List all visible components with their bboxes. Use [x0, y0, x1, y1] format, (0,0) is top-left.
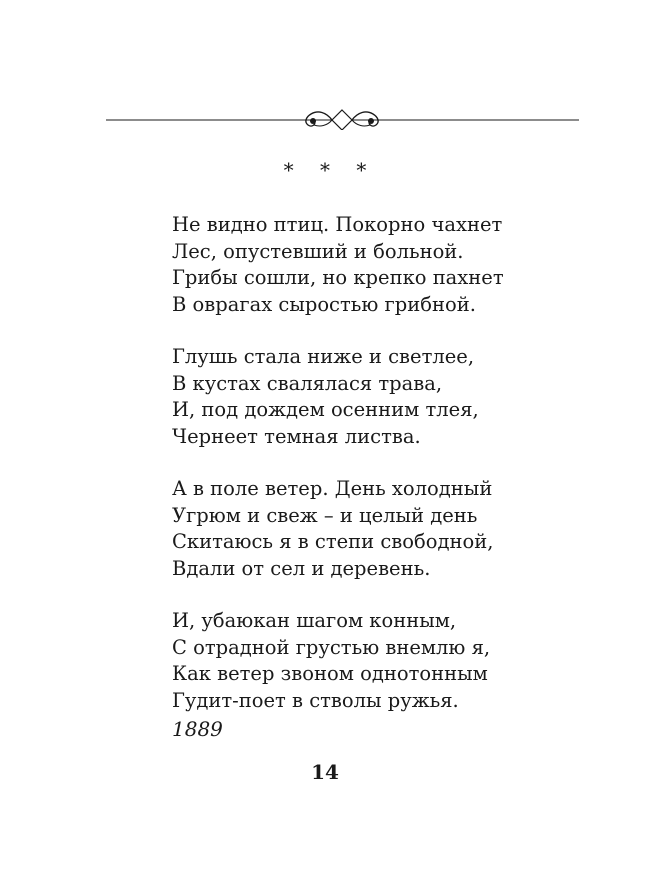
poem-line: Гудит-поет в стволы ружья. [172, 688, 459, 712]
poem-line: Чернеет темная листва. [172, 424, 421, 448]
poem-line: Глушь стала ниже и светлее, [172, 345, 475, 368]
poem-year: 1889 [172, 717, 223, 741]
poem-line: Скитаюсь я в степи свободной, [172, 530, 494, 553]
stanza [172, 476, 592, 582]
ornamental-divider-icon [106, 100, 579, 130]
poem-line: Как ветер звоном однотонным [172, 662, 488, 685]
poem-line: С отрадной грустью внемлю я, [172, 635, 491, 659]
poem-line: Вдали от сел и деревень. [172, 556, 431, 580]
poem-line: Не видно птиц. Покорно чахнет [172, 213, 503, 236]
section-separator: * * * [283, 158, 377, 182]
poem-line: И, под дождем осенним тлея, [172, 398, 479, 421]
stanza [172, 608, 592, 714]
poem-line: В кустах свалялася трава, [172, 371, 443, 395]
stanza [172, 344, 592, 450]
page-number: 14 [311, 760, 339, 784]
poem-line: В оврагах сыростью грибной. [172, 292, 476, 316]
poem [172, 212, 592, 740]
poem-line: Грибы сошли, но крепко пахнет [172, 266, 504, 289]
stanza [172, 212, 592, 318]
poem-line: И, убаюкан шагом конным, [172, 609, 457, 632]
poem-line: Угрюм и свеж – и целый день [172, 503, 478, 527]
poem-line: А в поле ветер. День холодный [172, 477, 493, 500]
poem-line: Лес, опустевший и больной. [172, 239, 464, 263]
